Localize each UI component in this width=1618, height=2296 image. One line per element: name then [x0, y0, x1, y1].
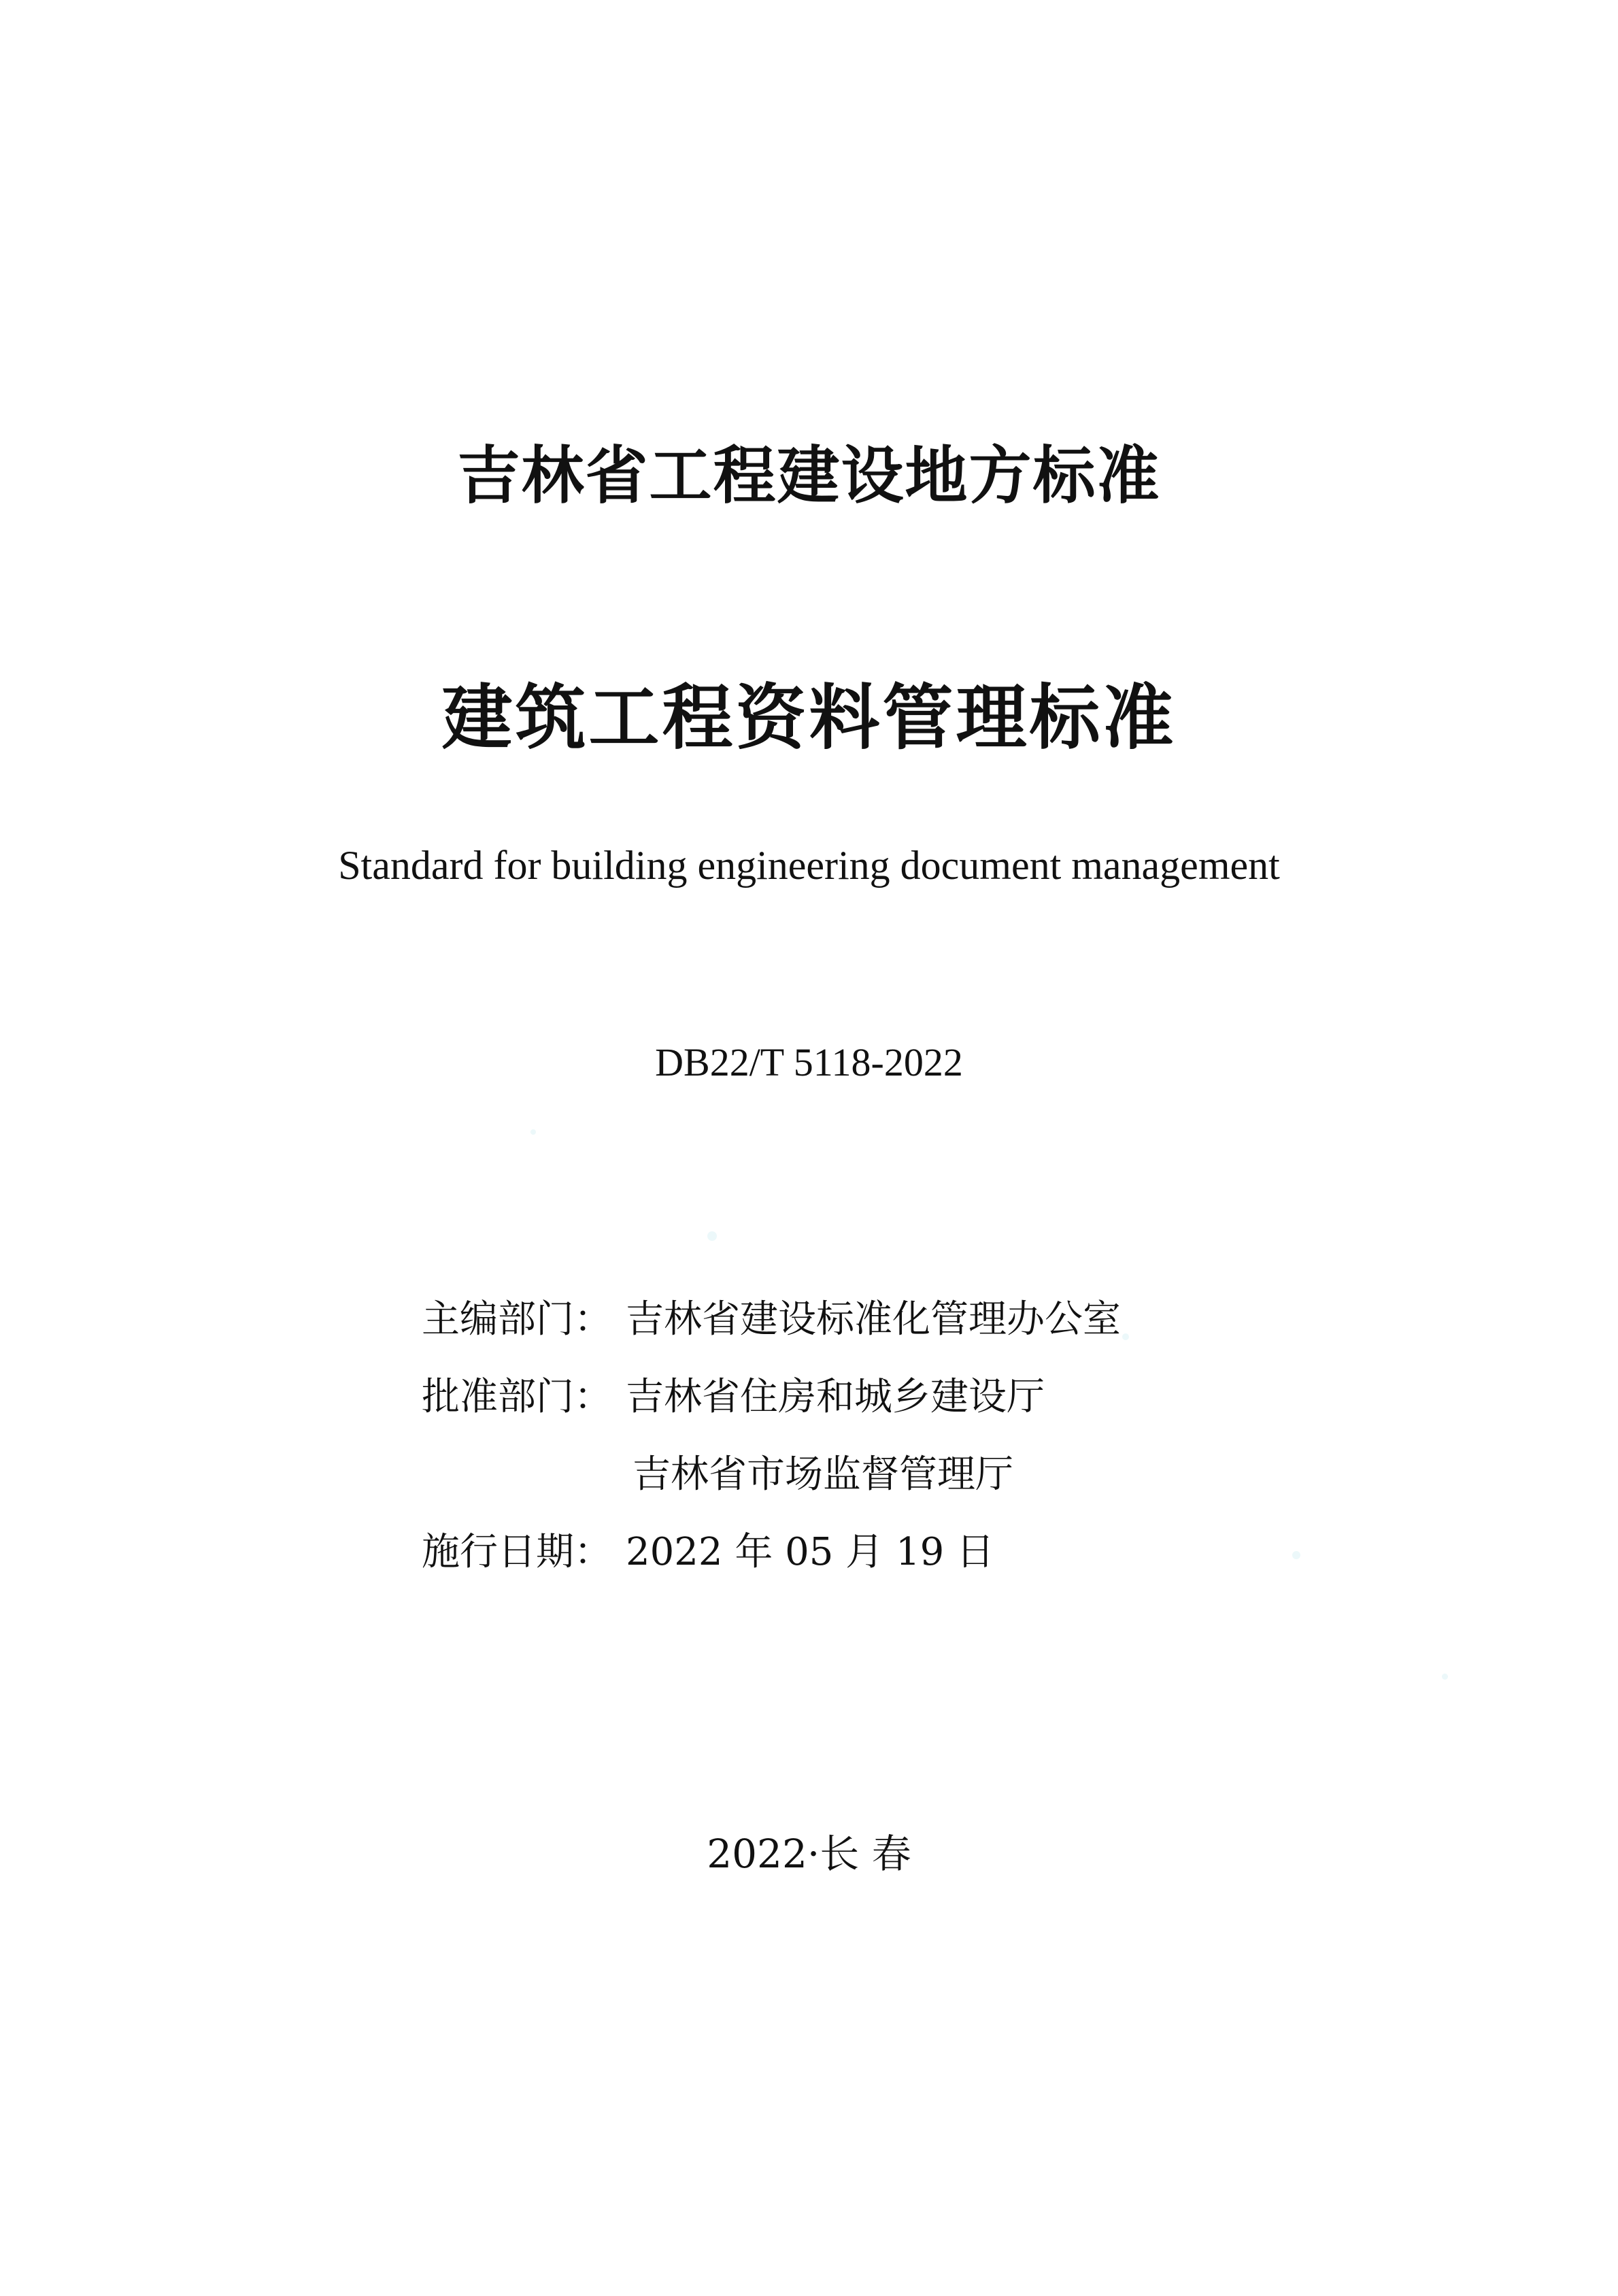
approver-value-2: 吉林省市场监督管理厅 — [633, 1452, 1013, 1497]
effective-date-row — [422, 1525, 1442, 1603]
series-title: 吉林省工程建设地方标准 — [457, 439, 1161, 512]
scan-speck — [1442, 1674, 1448, 1680]
approver-value-1: 吉林省住房和城乡建设厅 — [626, 1375, 1045, 1419]
approver-label: 批准部门： — [422, 1375, 612, 1419]
approver-row — [422, 1370, 1442, 1448]
english-title: Standard for building engineering document management — [338, 843, 1280, 888]
document-title: 建筑工程资料管理标准 — [441, 676, 1177, 759]
effective-date-label: 施行日期： — [422, 1530, 612, 1574]
editor-label: 主编部门： — [422, 1297, 612, 1342]
editor-row — [422, 1293, 1442, 1370]
issuing-info — [422, 1293, 1442, 1603]
scan-speck — [707, 1231, 717, 1241]
editor-value: 吉林省建设标准化管理办公室 — [626, 1297, 1121, 1342]
approver-row-2 — [422, 1448, 1442, 1525]
publication-place-year: 2022·长 春 — [707, 1831, 911, 1877]
effective-date-value: 2022 年 05 月 19 日 — [626, 1530, 995, 1574]
standard-code: DB22/T 5118-2022 — [655, 1040, 963, 1084]
scan-speck — [530, 1129, 536, 1135]
